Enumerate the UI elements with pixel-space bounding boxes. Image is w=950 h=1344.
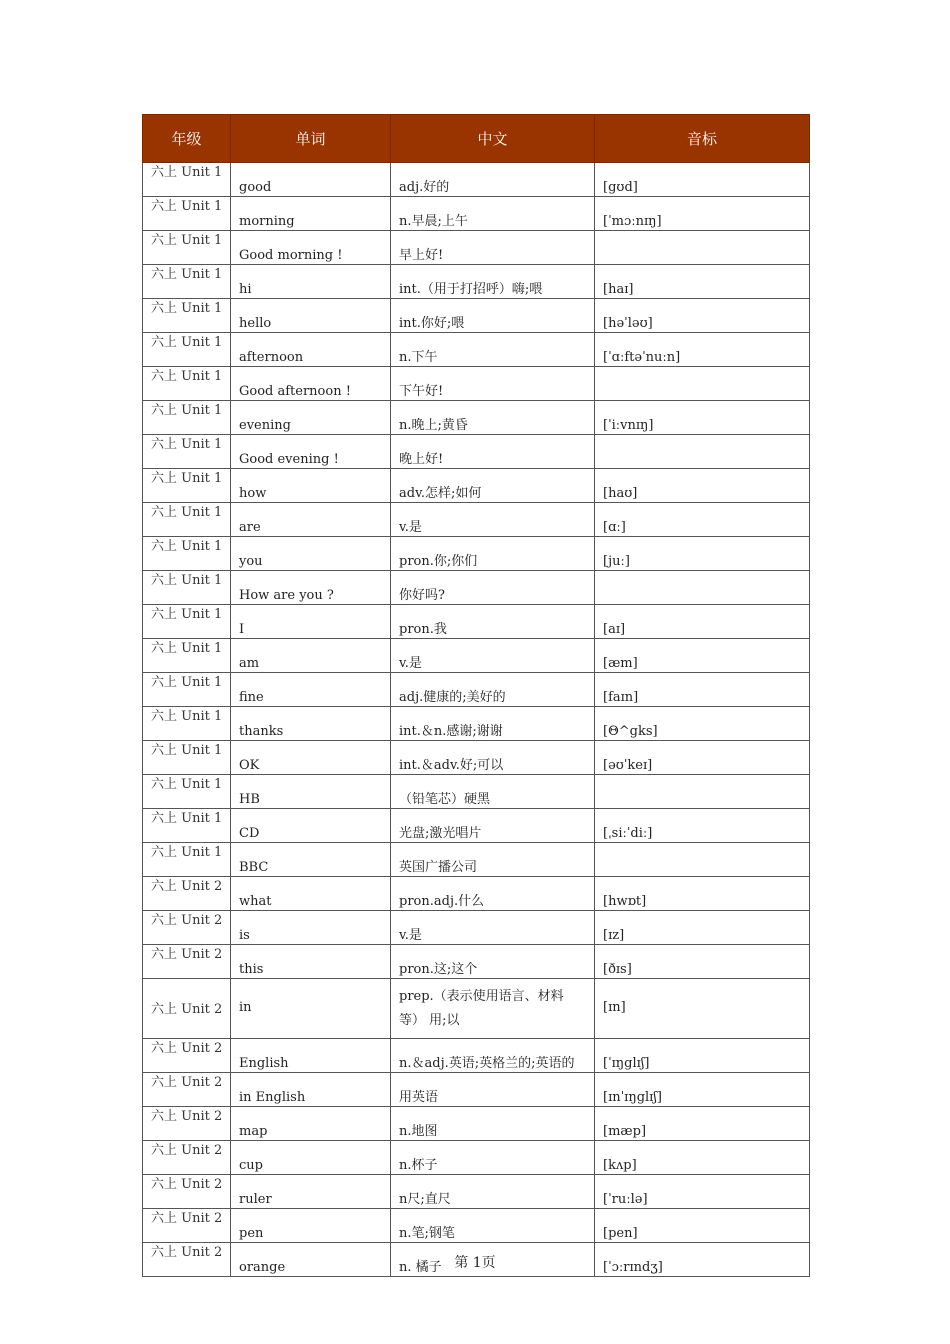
- header-word: 单词: [231, 115, 391, 163]
- chinese-cell: int.你好;喂: [391, 299, 595, 333]
- table-row: [143, 1209, 810, 1243]
- phonetic-cell: [595, 775, 810, 809]
- grade-cell: [143, 231, 231, 265]
- grade-cell: [143, 911, 231, 945]
- word-cell: afternoon: [231, 333, 391, 367]
- header-phonetic: 音标: [595, 115, 810, 163]
- grade-text: 六上 Unit 1: [151, 369, 223, 384]
- word-cell: OK: [231, 741, 391, 775]
- chinese-cell: n.早晨;上午: [391, 197, 595, 231]
- grade-cell: [143, 809, 231, 843]
- table-row: [143, 231, 810, 265]
- chinese-cell: adv.怎样;如何: [391, 469, 595, 503]
- word-cell: ruler: [231, 1175, 391, 1209]
- word-cell: how: [231, 469, 391, 503]
- phonetic-cell: [juː]: [595, 537, 810, 571]
- phonetic-cell: [mæp]: [595, 1107, 810, 1141]
- word-cell: this: [231, 945, 391, 979]
- grade-cell: [143, 605, 231, 639]
- grade-cell: [143, 877, 231, 911]
- phonetic-cell: [aɪ]: [595, 605, 810, 639]
- grade-cell: [143, 945, 231, 979]
- word-cell: Good afternoon !: [231, 367, 391, 401]
- grade-cell: [143, 1209, 231, 1243]
- phonetic-cell: [haʊ]: [595, 469, 810, 503]
- chinese-cell: 早上好!: [391, 231, 595, 265]
- grade-cell: [143, 707, 231, 741]
- phonetic-cell: [ˈmɔːnɪŋ]: [595, 197, 810, 231]
- phonetic-cell: [hwɒt]: [595, 877, 810, 911]
- chinese-cell: n.＆adj.英语;英格兰的;英语的: [391, 1039, 595, 1073]
- phonetic-cell: [ˈruːlə]: [595, 1175, 810, 1209]
- chinese-cell: 下午好!: [391, 367, 595, 401]
- phonetic-cell: [ˈiːvnɪŋ]: [595, 401, 810, 435]
- grade-cell: [143, 333, 231, 367]
- vocabulary-table: [142, 114, 810, 1277]
- grade-text: 六上 Unit 1: [151, 233, 223, 248]
- word-cell: in English: [231, 1073, 391, 1107]
- word-cell: pen: [231, 1209, 391, 1243]
- chinese-cell: adj.好的: [391, 163, 595, 197]
- grade-text: 六上 Unit 2: [151, 1041, 223, 1056]
- grade-cell: [143, 673, 231, 707]
- table-row: [143, 639, 810, 673]
- grade-cell: [143, 775, 231, 809]
- grade-cell: [143, 843, 231, 877]
- table-body: [143, 163, 810, 1277]
- phonetic-cell: [595, 367, 810, 401]
- grade-text: 六上 Unit 1: [151, 335, 223, 350]
- table-row: [143, 843, 810, 877]
- grade-cell: [143, 299, 231, 333]
- table-row: [143, 707, 810, 741]
- chinese-cell: v.是: [391, 911, 595, 945]
- phonetic-cell: [ˈɪŋglɪʃ]: [595, 1039, 810, 1073]
- vocabulary-table-container: [142, 114, 809, 1277]
- phonetic-cell: [595, 571, 810, 605]
- table-row: [143, 1073, 810, 1107]
- grade-text: 六上 Unit 1: [151, 301, 223, 316]
- header-grade: 年级: [143, 115, 231, 163]
- table-row: [143, 1175, 810, 1209]
- grade-cell: [143, 197, 231, 231]
- table-row: [143, 367, 810, 401]
- word-cell: BBC: [231, 843, 391, 877]
- word-cell: Good morning !: [231, 231, 391, 265]
- word-cell: How are you ?: [231, 571, 391, 605]
- phonetic-cell: [həˈləʊ]: [595, 299, 810, 333]
- table-row: [143, 911, 810, 945]
- grade-text: 六上 Unit 1: [151, 845, 223, 860]
- grade-text: 六上 Unit 2: [151, 1211, 223, 1226]
- chinese-cell: （铅笔芯）硬黑: [391, 775, 595, 809]
- word-cell: Good evening !: [231, 435, 391, 469]
- phonetic-cell: [ɑː]: [595, 503, 810, 537]
- grade-cell: [143, 1107, 231, 1141]
- chinese-cell: 晚上好!: [391, 435, 595, 469]
- chinese-cell: n.杯子: [391, 1141, 595, 1175]
- chinese-cell: n.下午: [391, 333, 595, 367]
- word-cell: orange: [231, 1243, 391, 1277]
- page-footer: 第 1页: [454, 1255, 496, 1271]
- grade-text: 六上 Unit 1: [151, 505, 223, 520]
- grade-cell: [143, 401, 231, 435]
- grade-cell: [143, 469, 231, 503]
- chinese-cell: prep.（表示使用语言、材料等） 用;以: [391, 979, 595, 1039]
- phonetic-cell: [595, 231, 810, 265]
- table-row: [143, 435, 810, 469]
- chinese-cell: n. 橘子: [391, 1243, 595, 1277]
- grade-text: 六上 Unit 1: [151, 437, 223, 452]
- chinese-cell: v.是: [391, 503, 595, 537]
- grade-text: 六上 Unit 1: [151, 675, 223, 690]
- phonetic-cell: [Θ^gks]: [595, 707, 810, 741]
- word-cell: HB: [231, 775, 391, 809]
- chinese-cell: 英国广播公司: [391, 843, 595, 877]
- chinese-cell: n.笔;钢笔: [391, 1209, 595, 1243]
- phonetic-cell: [gʊd]: [595, 163, 810, 197]
- word-cell: evening: [231, 401, 391, 435]
- table-row: [143, 469, 810, 503]
- chinese-cell: n.晚上;黄昏: [391, 401, 595, 435]
- grade-cell: [143, 1175, 231, 1209]
- header-chinese: 中文: [391, 115, 595, 163]
- phonetic-cell: [ɪn]: [595, 979, 810, 1039]
- word-cell: map: [231, 1107, 391, 1141]
- grade-cell: [143, 435, 231, 469]
- phonetic-cell: [pen]: [595, 1209, 810, 1243]
- grade-text: 六上 Unit 2: [151, 879, 223, 894]
- chinese-cell: int.＆adv.好;可以: [391, 741, 595, 775]
- phonetic-cell: [ɪz]: [595, 911, 810, 945]
- table-row: [143, 945, 810, 979]
- table-row: [143, 401, 810, 435]
- table-row: [143, 673, 810, 707]
- word-cell: hello: [231, 299, 391, 333]
- word-cell: hi: [231, 265, 391, 299]
- word-cell: thanks: [231, 707, 391, 741]
- table-row: [143, 605, 810, 639]
- grade-text: 六上 Unit 1: [151, 777, 223, 792]
- grade-text: 六上 Unit 2: [151, 947, 223, 962]
- table-row: [143, 503, 810, 537]
- grade-text: 六上 Unit 2: [151, 1001, 223, 1017]
- grade-text: 六上 Unit 1: [151, 267, 223, 282]
- grade-cell: [143, 1141, 231, 1175]
- phonetic-cell: [ˈɑːftəˈnuːn]: [595, 333, 810, 367]
- table-row: [143, 265, 810, 299]
- table-row: [143, 809, 810, 843]
- grade-text: 六上 Unit 1: [151, 573, 223, 588]
- word-cell: you: [231, 537, 391, 571]
- word-cell: English: [231, 1039, 391, 1073]
- table-row: [143, 333, 810, 367]
- chinese-cell: pron.adj.什么: [391, 877, 595, 911]
- phonetic-cell: [kʌp]: [595, 1141, 810, 1175]
- phonetic-cell: [595, 435, 810, 469]
- grade-text: 六上 Unit 2: [151, 1177, 223, 1192]
- grade-text: 六上 Unit 1: [151, 165, 223, 180]
- phonetic-cell: [əʊˈkeɪ]: [595, 741, 810, 775]
- word-cell: good: [231, 163, 391, 197]
- grade-cell: [143, 265, 231, 299]
- table-row: [143, 741, 810, 775]
- phonetic-cell: [ðɪs]: [595, 945, 810, 979]
- table-header-row: [143, 115, 810, 163]
- grade-cell: [143, 979, 231, 1039]
- table-row: [143, 1141, 810, 1175]
- chinese-cell: adj.健康的;美好的: [391, 673, 595, 707]
- word-cell: in: [231, 979, 391, 1039]
- grade-text: 六上 Unit 1: [151, 641, 223, 656]
- table-row: [143, 979, 810, 1039]
- grade-text: 六上 Unit 2: [151, 1109, 223, 1124]
- grade-cell: [143, 1039, 231, 1073]
- grade-cell: [143, 537, 231, 571]
- phonetic-cell: [faɪn]: [595, 673, 810, 707]
- word-cell: I: [231, 605, 391, 639]
- word-cell: morning: [231, 197, 391, 231]
- word-cell: cup: [231, 1141, 391, 1175]
- word-cell: are: [231, 503, 391, 537]
- chinese-cell: int.＆n.感谢;谢谢: [391, 707, 595, 741]
- phonetic-cell: [æm]: [595, 639, 810, 673]
- grade-text: 六上 Unit 1: [151, 709, 223, 724]
- grade-text: 六上 Unit 1: [151, 199, 223, 214]
- table-row: [143, 197, 810, 231]
- table-row: [143, 775, 810, 809]
- chinese-cell: 你好吗?: [391, 571, 595, 605]
- table-row: [143, 537, 810, 571]
- grade-cell: [143, 163, 231, 197]
- grade-text: 六上 Unit 2: [151, 1075, 223, 1090]
- grade-cell: [143, 571, 231, 605]
- word-cell: is: [231, 911, 391, 945]
- grade-cell: [143, 741, 231, 775]
- table-row: [143, 1107, 810, 1141]
- grade-cell: [143, 367, 231, 401]
- grade-text: 六上 Unit 2: [151, 1143, 223, 1158]
- chinese-cell: 用英语: [391, 1073, 595, 1107]
- table-row: [143, 299, 810, 333]
- table-row: [143, 163, 810, 197]
- grade-cell: [143, 1073, 231, 1107]
- phonetic-cell: [haɪ]: [595, 265, 810, 299]
- grade-text: 六上 Unit 1: [151, 743, 223, 758]
- phonetic-cell: [ɪnˈɪŋglɪʃ]: [595, 1073, 810, 1107]
- grade-text: 六上 Unit 1: [151, 607, 223, 622]
- grade-cell: [143, 503, 231, 537]
- chinese-cell: n尺;直尺: [391, 1175, 595, 1209]
- table-row: [143, 571, 810, 605]
- chinese-cell: pron.这;这个: [391, 945, 595, 979]
- chinese-cell: pron.你;你们: [391, 537, 595, 571]
- grade-text: 六上 Unit 1: [151, 539, 223, 554]
- phonetic-cell: [595, 843, 810, 877]
- word-cell: am: [231, 639, 391, 673]
- chinese-cell: n.地图: [391, 1107, 595, 1141]
- grade-text: 六上 Unit 2: [151, 1245, 223, 1260]
- phonetic-cell: [ˈɔːrɪndʒ]: [595, 1243, 810, 1277]
- chinese-cell: int.（用于打招呼）嗨;喂: [391, 265, 595, 299]
- chinese-cell: pron.我: [391, 605, 595, 639]
- word-cell: fine: [231, 673, 391, 707]
- table-row: [143, 1039, 810, 1073]
- word-cell: what: [231, 877, 391, 911]
- chinese-cell: 光盘;激光唱片: [391, 809, 595, 843]
- grade-cell: [143, 639, 231, 673]
- table-row: [143, 877, 810, 911]
- grade-text: 六上 Unit 2: [151, 913, 223, 928]
- grade-text: 六上 Unit 1: [151, 471, 223, 486]
- chinese-cell: v.是: [391, 639, 595, 673]
- word-cell: CD: [231, 809, 391, 843]
- grade-text: 六上 Unit 1: [151, 403, 223, 418]
- phonetic-cell: [ˌsiːˈdiː]: [595, 809, 810, 843]
- grade-text: 六上 Unit 1: [151, 811, 223, 826]
